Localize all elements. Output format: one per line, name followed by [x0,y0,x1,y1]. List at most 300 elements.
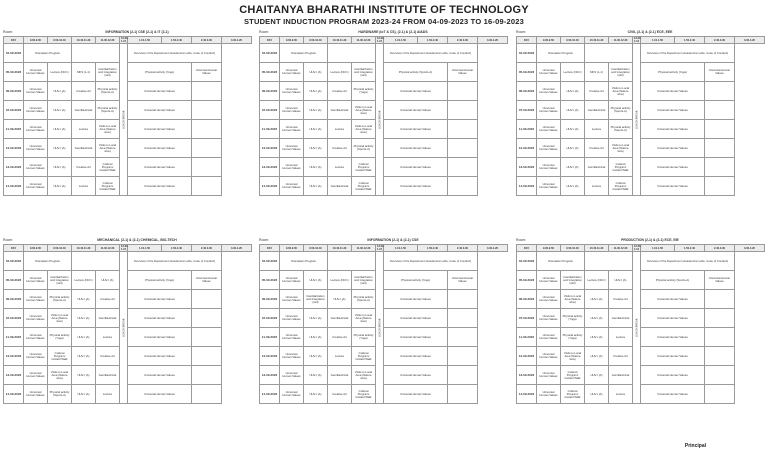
session-cell: Visits to Local Area (Nature view) [352,120,376,139]
session-cell [192,309,222,328]
session-cell: Universal Human Values [641,158,705,177]
session-cell: Cultural Program/ Guided Walk [48,347,72,366]
session-cell: Lecture [96,328,120,347]
day-date-cell: 14-09-2023 [4,177,24,196]
session-cell: Physical activity (Yoga) [641,63,705,82]
principal-signature-label: Principal [684,443,706,449]
session-cell: UHV-I (A) [72,328,96,347]
time-slot-header: 1.50-2.40 [162,37,192,44]
session-cell: Universal Human Values [384,139,448,158]
session-cell: UHV-I (A) [328,290,352,309]
day-date-cell: 07-09-2023 [517,309,537,328]
time-slot-header: 11.30-12.20 [352,245,376,252]
session-cell: Universal Human Values [24,82,48,101]
session-cell: Universal Human Values [24,328,48,347]
room-label: Room: [259,238,269,242]
day-date-cell: 07-09-2023 [4,309,24,328]
session-cell: UHV-I (A) [72,347,96,366]
session-cell: Physical activity (Yoga) [352,328,376,347]
session-cell: Universal Human Values [537,101,561,120]
session-cell: Universal Human Values [128,385,192,404]
session-cell: UHV-I (A) [304,347,328,366]
session-cell: Physical activity (Yoga) [128,271,192,290]
session-cell [705,101,735,120]
session-cell: Universal Human Values [537,120,561,139]
session-cell: Visits to Local Area (Nature view) [352,101,376,120]
time-slot-header: 10.40-11.30 [585,245,609,252]
session-cell: Universal Human Values [537,328,561,347]
time-slot-header: 11.30-12.20 [352,37,376,44]
session-cell: Visits to Local Area (Nature view) [96,120,120,139]
session-cell [705,177,735,196]
time-slot-header: 10.40-11.30 [72,37,96,44]
session-cell: Overview of the Department (Academics/ Labs, Code of Conduct) [128,252,222,271]
session-cell: Universal Human Values [24,347,48,366]
session-cell: Cultural Program/ Guided Walk [352,385,376,404]
session-cell: Universal Human Values [192,271,222,290]
session-cell: Lecture [328,120,352,139]
session-cell: Creative Art [585,82,609,101]
session-cell: UHV-I (A) [561,139,585,158]
session-cell: UHV-I (A) [304,328,328,347]
session-cell: Universal Human Values [24,366,48,385]
session-cell: Universal Human Values [24,139,48,158]
time-slot-header: 9.50-10.40 [48,245,72,252]
session-cell: Universal Human Values [280,63,304,82]
lunch-break-cell: LUNCH BREAK [376,44,384,196]
time-slot-header: 1.50-2.40 [675,37,705,44]
session-cell: Gen/Electrical [585,101,609,120]
time-slot-header: 2.40-3.30 [448,37,478,44]
session-cell: Universal Human Values [705,63,735,82]
session-cell: Creative Art [609,290,633,309]
session-cell: Physical activity (Sports-A) [96,82,120,101]
session-cell: UHV-I (A) [304,366,328,385]
day-date-cell: 13-09-2023 [260,158,280,177]
session-cell: UHV-I (A) [48,177,72,196]
session-cell: Universal Human Values [280,139,304,158]
session-cell: UHV-I (A) [304,309,328,328]
day-date-cell: 06-09-2023 [260,82,280,101]
session-cell: Universal Human Values [384,101,448,120]
session-cell: Universal Human Values [128,347,192,366]
day-date-cell: 13-09-2023 [4,366,24,385]
timetable-panel [516,238,764,428]
session-cell: Orientation Program [280,44,328,63]
table-row [260,44,508,63]
session-cell: Gen/Electrical [609,309,633,328]
session-cell: Universal Human Values [280,366,304,385]
time-slot-header: 1.10-1.50 [128,37,162,44]
session-cell: Gen/Electrical [609,366,633,385]
day-date-cell: 05-09-2023 [517,271,537,290]
day-date-cell: 07-09-2023 [4,101,24,120]
day-date-cell: 04-09-2023 [517,44,537,63]
session-cell [705,366,735,385]
day-date-cell: 11-09-2023 [4,328,24,347]
session-cell: Universal Human Values [384,366,448,385]
time-slot-header: 1.50-2.40 [418,37,448,44]
session-cell: Universal Human Values [641,347,705,366]
session-cell: UHV-I (A) [304,101,328,120]
time-slot-header: 9.50-10.40 [304,37,328,44]
session-cell: Universal Human Values [537,290,561,309]
session-cell: Universal Human Values [280,120,304,139]
session-cell: UHV-I (A) [48,82,72,101]
time-slot-header: 3.30-4.20 [735,37,765,44]
session-cell: UHV-I (A) [96,271,120,290]
session-cell: Gen/Electrical [328,101,352,120]
lunch-break-cell: LUNCH BREAK [120,44,128,196]
session-cell: Physical activity (Yoga) [561,309,585,328]
schedule-table [516,244,765,404]
session-cell [448,120,478,139]
time-slot-header: 1.10-1.50 [641,37,675,44]
session-cell: Creative Art [585,139,609,158]
session-cell: UHV-I (A) [304,177,328,196]
session-cell: UHV-I (A) [561,82,585,101]
session-cell [705,385,735,404]
session-cell: Universal Human Values [641,328,705,347]
session-cell: Lecture (NCC) [72,271,96,290]
session-cell [72,44,120,63]
session-cell [705,290,735,309]
day-date-cell: 06-09-2023 [517,290,537,309]
time-slot-header: 9.00-9.50 [537,245,561,252]
time-header-row [260,37,508,44]
session-cell: Universal Human Values [128,309,192,328]
session-cell: Physical activity (Sports-A) [609,120,633,139]
day-date-cell: 13-09-2023 [517,158,537,177]
session-cell: UHV-I (A) [304,385,328,404]
lunch-header-cell: 12.20-1.10 [377,37,385,44]
day-date-cell: 12-09-2023 [4,347,24,366]
session-cell: Gen/Electrical [72,139,96,158]
session-cell: Universal Human Values [641,290,705,309]
panel-caption: CIVIL (2-1) & (2-1) ECE, EEE [627,30,673,34]
session-cell: Familiarization and Integration (slot) [96,63,120,82]
session-cell: Universal Human Values [384,82,448,101]
session-cell: UHV-I (A) [585,290,609,309]
lunch-header-cell: 12.20-1.10 [634,37,642,44]
session-cell [448,158,478,177]
session-cell [705,139,735,158]
session-cell: UHV-I (A) [609,271,633,290]
session-cell: Creative Art [72,158,96,177]
session-cell: UHV-I (A) [561,101,585,120]
session-cell [448,82,478,101]
day-date-cell: 13-09-2023 [260,366,280,385]
session-cell: UHV-I (A) [48,120,72,139]
schedule-table [3,244,252,404]
time-slot-header: 3.30-4.20 [735,245,765,252]
session-cell [705,158,735,177]
session-cell: Cultural Program/ Guided Walk [96,158,120,177]
time-slot-header: 1.50-2.40 [418,245,448,252]
time-slot-header: 11.30-12.20 [609,37,633,44]
time-slot-header: 1.50-2.40 [675,245,705,252]
session-cell: Overview of the Department (Academics/ Labs, Code of Conduct) [128,44,222,63]
session-cell: Physical activity (Sports-A) [48,385,72,404]
session-cell [585,44,633,63]
day-date-cell: 11-09-2023 [517,328,537,347]
session-cell [448,309,478,328]
session-cell: UHV-I (A) [585,347,609,366]
session-cell: Lecture [72,120,96,139]
day-date-cell: 05-09-2023 [517,63,537,82]
session-cell: Cultural Program/ Guided Walk [352,347,376,366]
time-slot-header: 11.30-12.20 [96,245,120,252]
time-header-row [4,37,252,44]
lunch-header-cell: 12.20-1.10 [121,245,129,252]
session-cell: Universal Human Values [384,158,448,177]
session-cell: Universal Human Values [24,290,48,309]
session-cell: Lecture [96,385,120,404]
session-cell: Gen/Electrical [96,309,120,328]
session-cell: Universal Human Values [384,309,448,328]
session-cell: Physical activity (Sports-A) [384,63,448,82]
session-cell: Universal Human Values [280,290,304,309]
session-cell: Physical activity (Sports-A) [96,101,120,120]
session-cell [448,139,478,158]
session-cell: Universal Human Values [705,271,735,290]
session-cell: Orientation Program [24,252,72,271]
time-slot-header: 3.30-4.20 [222,37,252,44]
time-slot-header: 9.00-9.50 [24,37,48,44]
session-cell: UHV-I (A) [72,385,96,404]
session-cell: Universal Human Values [384,177,448,196]
session-cell: MKS (L-1) [72,63,96,82]
session-cell: Universal Human Values [128,120,192,139]
session-cell: Universal Human Values [641,120,705,139]
session-cell: UHV-I (A) [48,158,72,177]
time-slot-header: 9.00-9.50 [280,245,304,252]
session-cell: Universal Human Values [384,347,448,366]
session-cell: Physical activity (Sports-A) [48,290,72,309]
time-slot-header: 1.10-1.50 [384,245,418,252]
schedule-table [259,36,508,196]
session-cell: Cultural Program/ Guided Walk [609,177,633,196]
session-cell: Lecture (NCC) [328,63,352,82]
time-slot-header: 1.10-1.50 [384,37,418,44]
lunch-header-cell: 12.20-1.10 [121,37,129,44]
session-cell: Universal Human Values [537,139,561,158]
lunch-break-cell: LUNCH BREAK [633,44,641,196]
time-header-row [517,245,765,252]
session-cell: Universal Human Values [641,309,705,328]
time-slot-header: 9.00-9.50 [280,37,304,44]
session-cell [192,290,222,309]
session-cell: Lecture (NCC) [328,271,352,290]
room-label: Room: [3,238,13,242]
day-date-cell: 04-09-2023 [4,252,24,271]
session-cell: Universal Human Values [384,290,448,309]
session-cell: Lecture (NCC) [585,271,609,290]
table-row [517,252,765,271]
session-cell: Gen/Electrical [328,177,352,196]
session-cell [192,177,222,196]
session-cell: Universal Human Values [537,82,561,101]
session-cell: Universal Human Values [24,177,48,196]
time-slot-header: DAY [260,37,280,44]
session-cell [448,385,478,404]
time-slot-header: DAY [517,245,537,252]
time-slot-header: 9.00-9.50 [537,37,561,44]
session-cell: Universal Human Values [641,366,705,385]
session-cell: Lecture [328,158,352,177]
session-cell: UHV-I (A) [48,101,72,120]
session-cell: Universal Human Values [128,177,192,196]
session-cell [448,290,478,309]
session-cell: Universal Human Values [280,328,304,347]
time-slot-header: 3.30-4.20 [222,245,252,252]
time-slot-header: 1.10-1.50 [641,245,675,252]
session-cell [705,82,735,101]
day-date-cell: 04-09-2023 [517,252,537,271]
session-cell: Universal Human Values [537,385,561,404]
session-cell: Lecture [328,347,352,366]
session-cell: Visits to Local Area (Nature view) [609,82,633,101]
session-cell: Universal Human Values [280,158,304,177]
session-cell: UHV-I (A) [561,120,585,139]
session-cell: Orientation Program [537,252,585,271]
session-cell: Visits to Local Area (Nature view) [96,139,120,158]
session-cell: Universal Human Values [448,271,478,290]
session-cell: Gen/Electrical [96,366,120,385]
session-cell: Orientation Program [24,44,72,63]
session-cell [192,158,222,177]
session-cell: Universal Human Values [641,101,705,120]
session-cell: Cultural Program/ Guided Walk [561,385,585,404]
time-slot-header: DAY [517,37,537,44]
session-cell: UHV-I (A) [585,309,609,328]
session-cell: Visits to Local Area (Nature view) [561,347,585,366]
session-cell: Universal Human Values [128,101,192,120]
schedule-table [259,244,508,404]
session-cell: Universal Human Values [128,158,192,177]
session-cell [192,120,222,139]
session-cell: Physical activity (Sports-A) [352,290,376,309]
session-cell: Lecture [585,120,609,139]
session-cell: Universal Human Values [128,290,192,309]
session-cell: UHV-I (A) [72,309,96,328]
session-cell [448,347,478,366]
time-slot-header: 11.30-12.20 [96,37,120,44]
session-cell: Physical activity (Yoga) [48,328,72,347]
session-cell: Overview of the Department (Academics/ Labs, Code of Conduct) [384,44,478,63]
day-date-cell: 12-09-2023 [517,139,537,158]
session-cell: UHV-I (A) [585,328,609,347]
document-subtitle: STUDENT INDUCTION PROGRAM 2023-24 FROM 04-09-2023 TO 16-09-2023 [243,17,525,26]
session-cell: Universal Human Values [192,63,222,82]
day-date-cell: 06-09-2023 [517,82,537,101]
time-slot-header: 9.50-10.40 [561,245,585,252]
session-cell: Cultural Program/ Guided Walk [561,366,585,385]
timetable-panel [259,238,507,428]
session-cell [448,366,478,385]
session-cell: Physical activity (Yoga) [384,271,448,290]
lunch-header-cell: 12.20-1.10 [634,245,642,252]
session-cell: Cultural Program/ Guided Walk [352,177,376,196]
table-row [4,44,252,63]
session-cell: Universal Human Values [128,328,192,347]
day-date-cell: 12-09-2023 [517,347,537,366]
session-cell [328,44,376,63]
document-title: CHAITANYA BHARATHI INSTITUTE OF TECHNOLOGY [239,4,529,16]
room-label: Room: [516,238,526,242]
session-cell: Physical activity (Sports-A) [609,101,633,120]
session-cell: UHV-I (A) [585,385,609,404]
session-cell: Lecture [609,385,633,404]
lunch-break-cell: LUNCH BREAK [633,252,641,404]
session-cell: Creative Art [72,82,96,101]
day-date-cell: 11-09-2023 [260,328,280,347]
session-cell: Physical activity (Sports-A) [641,271,705,290]
session-cell: Universal Human Values [128,366,192,385]
time-header-row [4,245,252,252]
session-cell [192,82,222,101]
session-cell: Familiarization and Integration (slot) [352,271,376,290]
session-cell: Universal Human Values [537,309,561,328]
day-date-cell: 12-09-2023 [4,139,24,158]
day-date-cell: 14-09-2023 [517,177,537,196]
panel-caption: HARDWARE (IoT & CS), (2-1) & (2-1) AI&DS [358,30,428,34]
session-cell: Overview of the Department (Academics/ Labs, Code of Conduct) [641,44,735,63]
panel-caption: INFORMATION (2-1) & (2-1) CSE [367,238,419,242]
time-slot-header: 9.50-10.40 [48,37,72,44]
session-cell [192,328,222,347]
day-date-cell: 05-09-2023 [4,63,24,82]
session-cell: UHV-I (A) [304,82,328,101]
room-label: Room: [516,30,526,34]
session-cell: Universal Human Values [24,120,48,139]
time-slot-header: 2.40-3.30 [705,245,735,252]
time-header-row [260,245,508,252]
time-slot-header: 1.10-1.50 [128,245,162,252]
session-cell: Universal Human Values [448,63,478,82]
session-cell [192,366,222,385]
session-cell: UHV-I (A) [72,290,96,309]
day-date-cell: 12-09-2023 [260,347,280,366]
session-cell [705,347,735,366]
session-cell: UHV-I (A) [304,120,328,139]
schedule-table [516,36,765,196]
timetable-panel [516,30,764,220]
session-cell [192,347,222,366]
session-cell: Universal Human Values [128,139,192,158]
time-slot-header: 10.40-11.30 [328,245,352,252]
lunch-break-cell: LUNCH BREAK [376,252,384,404]
day-date-cell: 05-09-2023 [4,271,24,290]
session-cell: Universal Human Values [280,177,304,196]
session-cell: Universal Human Values [384,328,448,347]
session-cell: Lecture [609,328,633,347]
session-cell: Universal Human Values [384,385,448,404]
session-cell: Cultural Program/ Guided Walk [96,177,120,196]
session-cell [72,252,120,271]
day-date-cell: 14-09-2023 [260,385,280,404]
session-cell: Universal Human Values [280,385,304,404]
time-slot-header: 2.40-3.30 [448,245,478,252]
session-cell: Familiarization and Integration (slot) [48,271,72,290]
session-cell: Universal Human Values [24,309,48,328]
time-slot-header: 10.40-11.30 [72,245,96,252]
session-cell [705,328,735,347]
time-slot-header: 2.40-3.30 [705,37,735,44]
time-slot-header: 2.40-3.30 [192,37,222,44]
time-slot-header: 10.40-11.30 [585,37,609,44]
session-cell: UHV-I (A) [304,63,328,82]
